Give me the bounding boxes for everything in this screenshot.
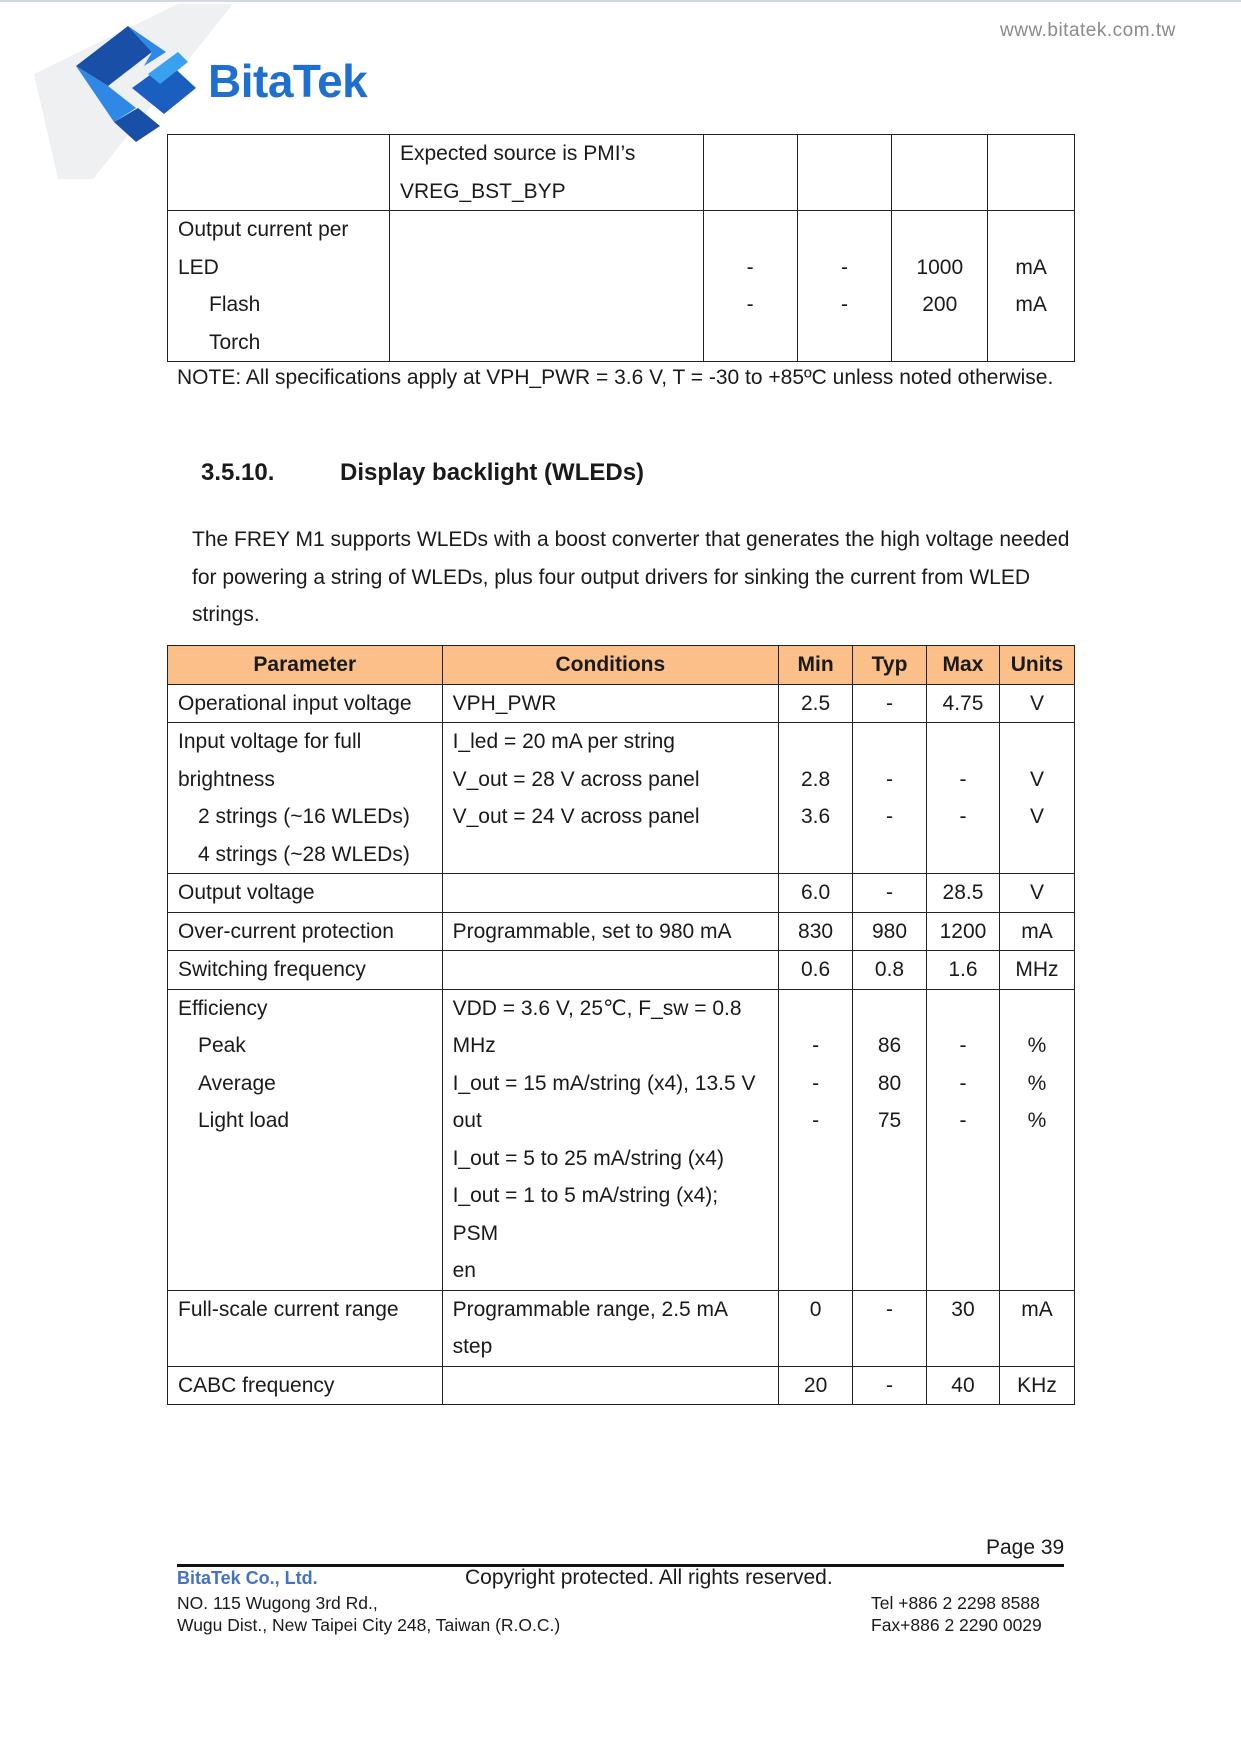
min-cell: - - - bbox=[779, 989, 853, 1290]
param-cell: CABC frequency bbox=[168, 1366, 443, 1405]
max-cell: 1200 bbox=[926, 912, 999, 951]
param-cell: Output current per LED Flash Torch bbox=[168, 211, 390, 362]
header-max: Max bbox=[926, 646, 999, 685]
max-cell: - - - bbox=[926, 989, 999, 1290]
address-line-1: NO. 115 Wugong 3rd Rd., bbox=[177, 1593, 378, 1613]
param-cell: Over-current protection bbox=[168, 912, 443, 951]
max-cell: - - bbox=[926, 723, 999, 874]
units-cell: mA mA bbox=[988, 211, 1075, 362]
max-cell: 28.5 bbox=[926, 874, 999, 913]
wled-spec-table bbox=[167, 645, 1075, 1405]
conditions-cell bbox=[442, 874, 779, 913]
param-cell: Operational input voltage bbox=[168, 684, 443, 723]
table-row bbox=[168, 912, 1075, 951]
table-row bbox=[168, 874, 1075, 913]
section-heading bbox=[201, 459, 645, 487]
table-row bbox=[168, 1290, 1075, 1366]
footer-address bbox=[177, 1592, 560, 1636]
page-number: Page 39 bbox=[986, 1536, 1065, 1559]
max-cell: 4.75 bbox=[926, 684, 999, 723]
section-number: 3.5.10. bbox=[201, 459, 275, 486]
footer-tel: Tel +886 2 2298 8588 bbox=[871, 1593, 1040, 1613]
address-line-2: Wugu Dist., New Taipei City 248, Taiwan (R.O.C.) bbox=[177, 1615, 561, 1635]
footer-company: BitaTek Co., Ltd. bbox=[177, 1568, 318, 1588]
param-cell: Switching frequency bbox=[168, 951, 443, 990]
min-cell: 20 bbox=[779, 1366, 853, 1405]
min-cell: 2.8 3.6 bbox=[779, 723, 853, 874]
conditions-cell: VPH_PWR bbox=[442, 684, 779, 723]
header-parameter: Parameter bbox=[168, 646, 443, 685]
table-row bbox=[168, 989, 1075, 1290]
top-border-line bbox=[0, 0, 1241, 2]
website-url: www.bitatek.com.tw bbox=[1000, 20, 1176, 41]
param-cell: Output voltage bbox=[168, 874, 443, 913]
table-row bbox=[168, 951, 1075, 990]
min-cell: 0 bbox=[779, 1290, 853, 1366]
units-cell: % % % bbox=[999, 989, 1074, 1290]
units-cell: V V bbox=[999, 723, 1074, 874]
min-cell: 2.5 bbox=[779, 684, 853, 723]
typ-cell: - - bbox=[853, 723, 927, 874]
section-title: Display backlight (WLEDs) bbox=[340, 459, 645, 486]
typ-cell: - bbox=[853, 684, 927, 723]
table-row bbox=[168, 723, 1075, 874]
footer-copyright: Copyright protected. All rights reserved. bbox=[465, 1566, 833, 1589]
header-conditions: Conditions bbox=[442, 646, 779, 685]
spec-note: NOTE: All specifications apply at VPH_PWR = 3.6 V, T = -30 to +85ºC unless noted otherwise. bbox=[177, 366, 1054, 389]
conditions-cell: VDD = 3.6 V, 25℃, F_sw = 0.8 MHz I_out = 15 mA/string (x4), 13.5 V out I_out = 5 to 25 mA/string (x4) I_out = 1 to 5 mA/string (x4); PSM en bbox=[442, 989, 779, 1290]
param-cell: Efficiency Peak Average Light load bbox=[168, 989, 443, 1290]
table-row bbox=[168, 684, 1075, 723]
table-header-row bbox=[168, 646, 1075, 685]
units-cell: V bbox=[999, 684, 1074, 723]
min-cell: - - bbox=[703, 211, 797, 362]
units-cell: V bbox=[999, 874, 1074, 913]
brand-name: BitaTek bbox=[208, 55, 368, 107]
typ-cell: - - bbox=[797, 211, 892, 362]
units-cell: mA bbox=[999, 1290, 1074, 1366]
table-row bbox=[168, 1366, 1075, 1405]
typ-cell: - bbox=[853, 1290, 927, 1366]
min-cell: 830 bbox=[779, 912, 853, 951]
typ-cell: - bbox=[853, 874, 927, 913]
max-cell: 1.6 bbox=[926, 951, 999, 990]
param-cell: Input voltage for full brightness 2 strings (~16 WLEDs) 4 strings (~28 WLEDs) bbox=[168, 723, 443, 874]
units-cell: mA bbox=[999, 912, 1074, 951]
footer-contact bbox=[871, 1592, 1042, 1636]
units-cell: MHz bbox=[999, 951, 1074, 990]
max-cell: 40 bbox=[926, 1366, 999, 1405]
conditions-cell: I_led = 20 mA per string V_out = 28 V across panel V_out = 24 V across panel bbox=[442, 723, 779, 874]
conditions-cell bbox=[389, 211, 703, 362]
header-min: Min bbox=[779, 646, 853, 685]
conditions-cell: Programmable range, 2.5 mA step bbox=[442, 1290, 779, 1366]
typ-cell: 0.8 bbox=[853, 951, 927, 990]
param-cell bbox=[168, 135, 390, 211]
conditions-cell bbox=[442, 1366, 779, 1405]
typ-cell: 86 80 75 bbox=[853, 989, 927, 1290]
led-current-table bbox=[167, 134, 1075, 362]
min-cell: 6.0 bbox=[779, 874, 853, 913]
max-cell: 30 bbox=[926, 1290, 999, 1366]
section-paragraph: The FREY M1 supports WLEDs with a boost converter that generates the high voltage needed for powering a string of WLEDs, plus four output drivers for sinking the current from WLED strings. bbox=[192, 528, 1070, 626]
footer-fax: Fax+886 2 2290 0029 bbox=[871, 1615, 1042, 1635]
typ-cell: 980 bbox=[853, 912, 927, 951]
max-cell: 1000 200 bbox=[892, 211, 988, 362]
header-units: Units bbox=[999, 646, 1074, 685]
typ-cell: - bbox=[853, 1366, 927, 1405]
conditions-cell: Programmable, set to 980 mA bbox=[442, 912, 779, 951]
param-cell: Full-scale current range bbox=[168, 1290, 443, 1366]
conditions-cell: Expected source is PMI’s VREG_BST_BYP bbox=[389, 135, 703, 211]
table-row bbox=[168, 135, 1075, 211]
units-cell: KHz bbox=[999, 1366, 1074, 1405]
header-typ: Typ bbox=[853, 646, 927, 685]
min-cell: 0.6 bbox=[779, 951, 853, 990]
table-row bbox=[168, 211, 1075, 362]
conditions-cell bbox=[442, 951, 779, 990]
